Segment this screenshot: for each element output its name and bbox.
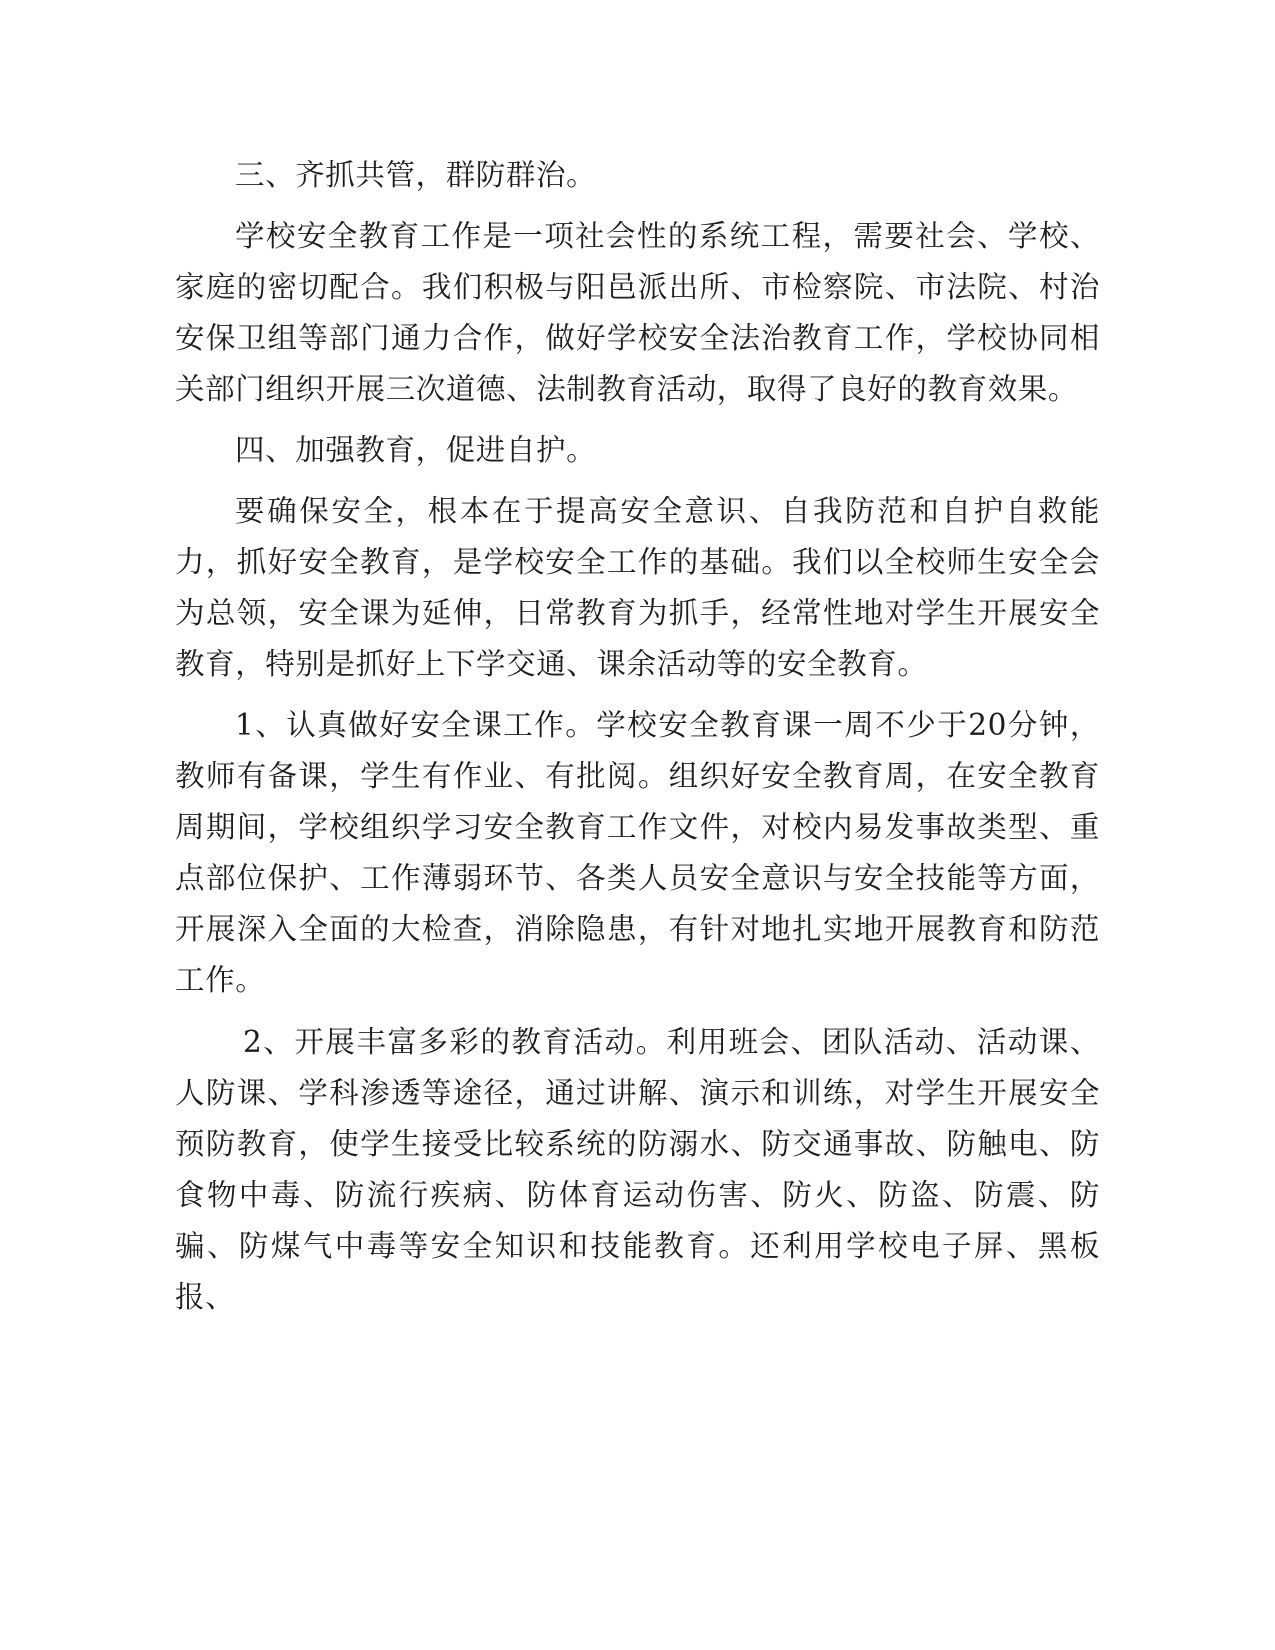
paragraph-item-one: 1、认真做好安全课工作。学校安全教育课一周不少于20分钟，教师有备课，学生有作业、有批阅。组织好安全教育周，在安全教育周期间，学校组织学习安全教育工作文件，对校内易发事故类型、重点部位保护、工作薄弱环节、各类人员安全意识与安全技能等方面，开展深入全面的大检查，消除隐患，有针对地扎实地开展教育和防范工作。 xyxy=(175,708,1100,998)
section-heading-four: 四、加强教育，促进自护。 xyxy=(235,433,597,468)
document-body xyxy=(175,150,1100,1323)
paragraph-item-two: 2、开展丰富多彩的教育活动。利用班会、团队活动、活动课、人防课、学科渗透等途径，通过讲解、演示和训练，对学生开展安全预防教育，使学生接受比较系统的防溺水、防交通事故、防触电、防食物中毒、防流行疾病、防体育运动伤害、防火、防盗、防震、防骗、防煤气中毒等安全知识和技能教育。还利用学校电子屏、黑板报、 xyxy=(175,1024,1100,1314)
section-heading-three: 三、齐抓共管，群防群治。 xyxy=(235,158,597,192)
paragraph-section-four-body: 要确保安全，根本在于提高安全意识、自我防范和自护自救能力，抓好安全教育，是学校安全工作的基础。我们以全校师生安全会为总领，安全课为延伸，日常教育为抓手，经常性地对学生开展安全教育，特别是抓好上下学交通、课余活动等的安全教育。 xyxy=(175,494,1100,682)
paragraph-section-three-body: 学校安全教育工作是一项社会性的系统工程，需要社会、学校、家庭的密切配合。我们积极与阳邑派出所、市检察院、市法院、村治安保卫组等部门通力合作，做好学校安全法治教育工作，学校协同相关部门组织开展三次道德、法制教育活动，取得了良好的教育效果。 xyxy=(175,219,1100,407)
